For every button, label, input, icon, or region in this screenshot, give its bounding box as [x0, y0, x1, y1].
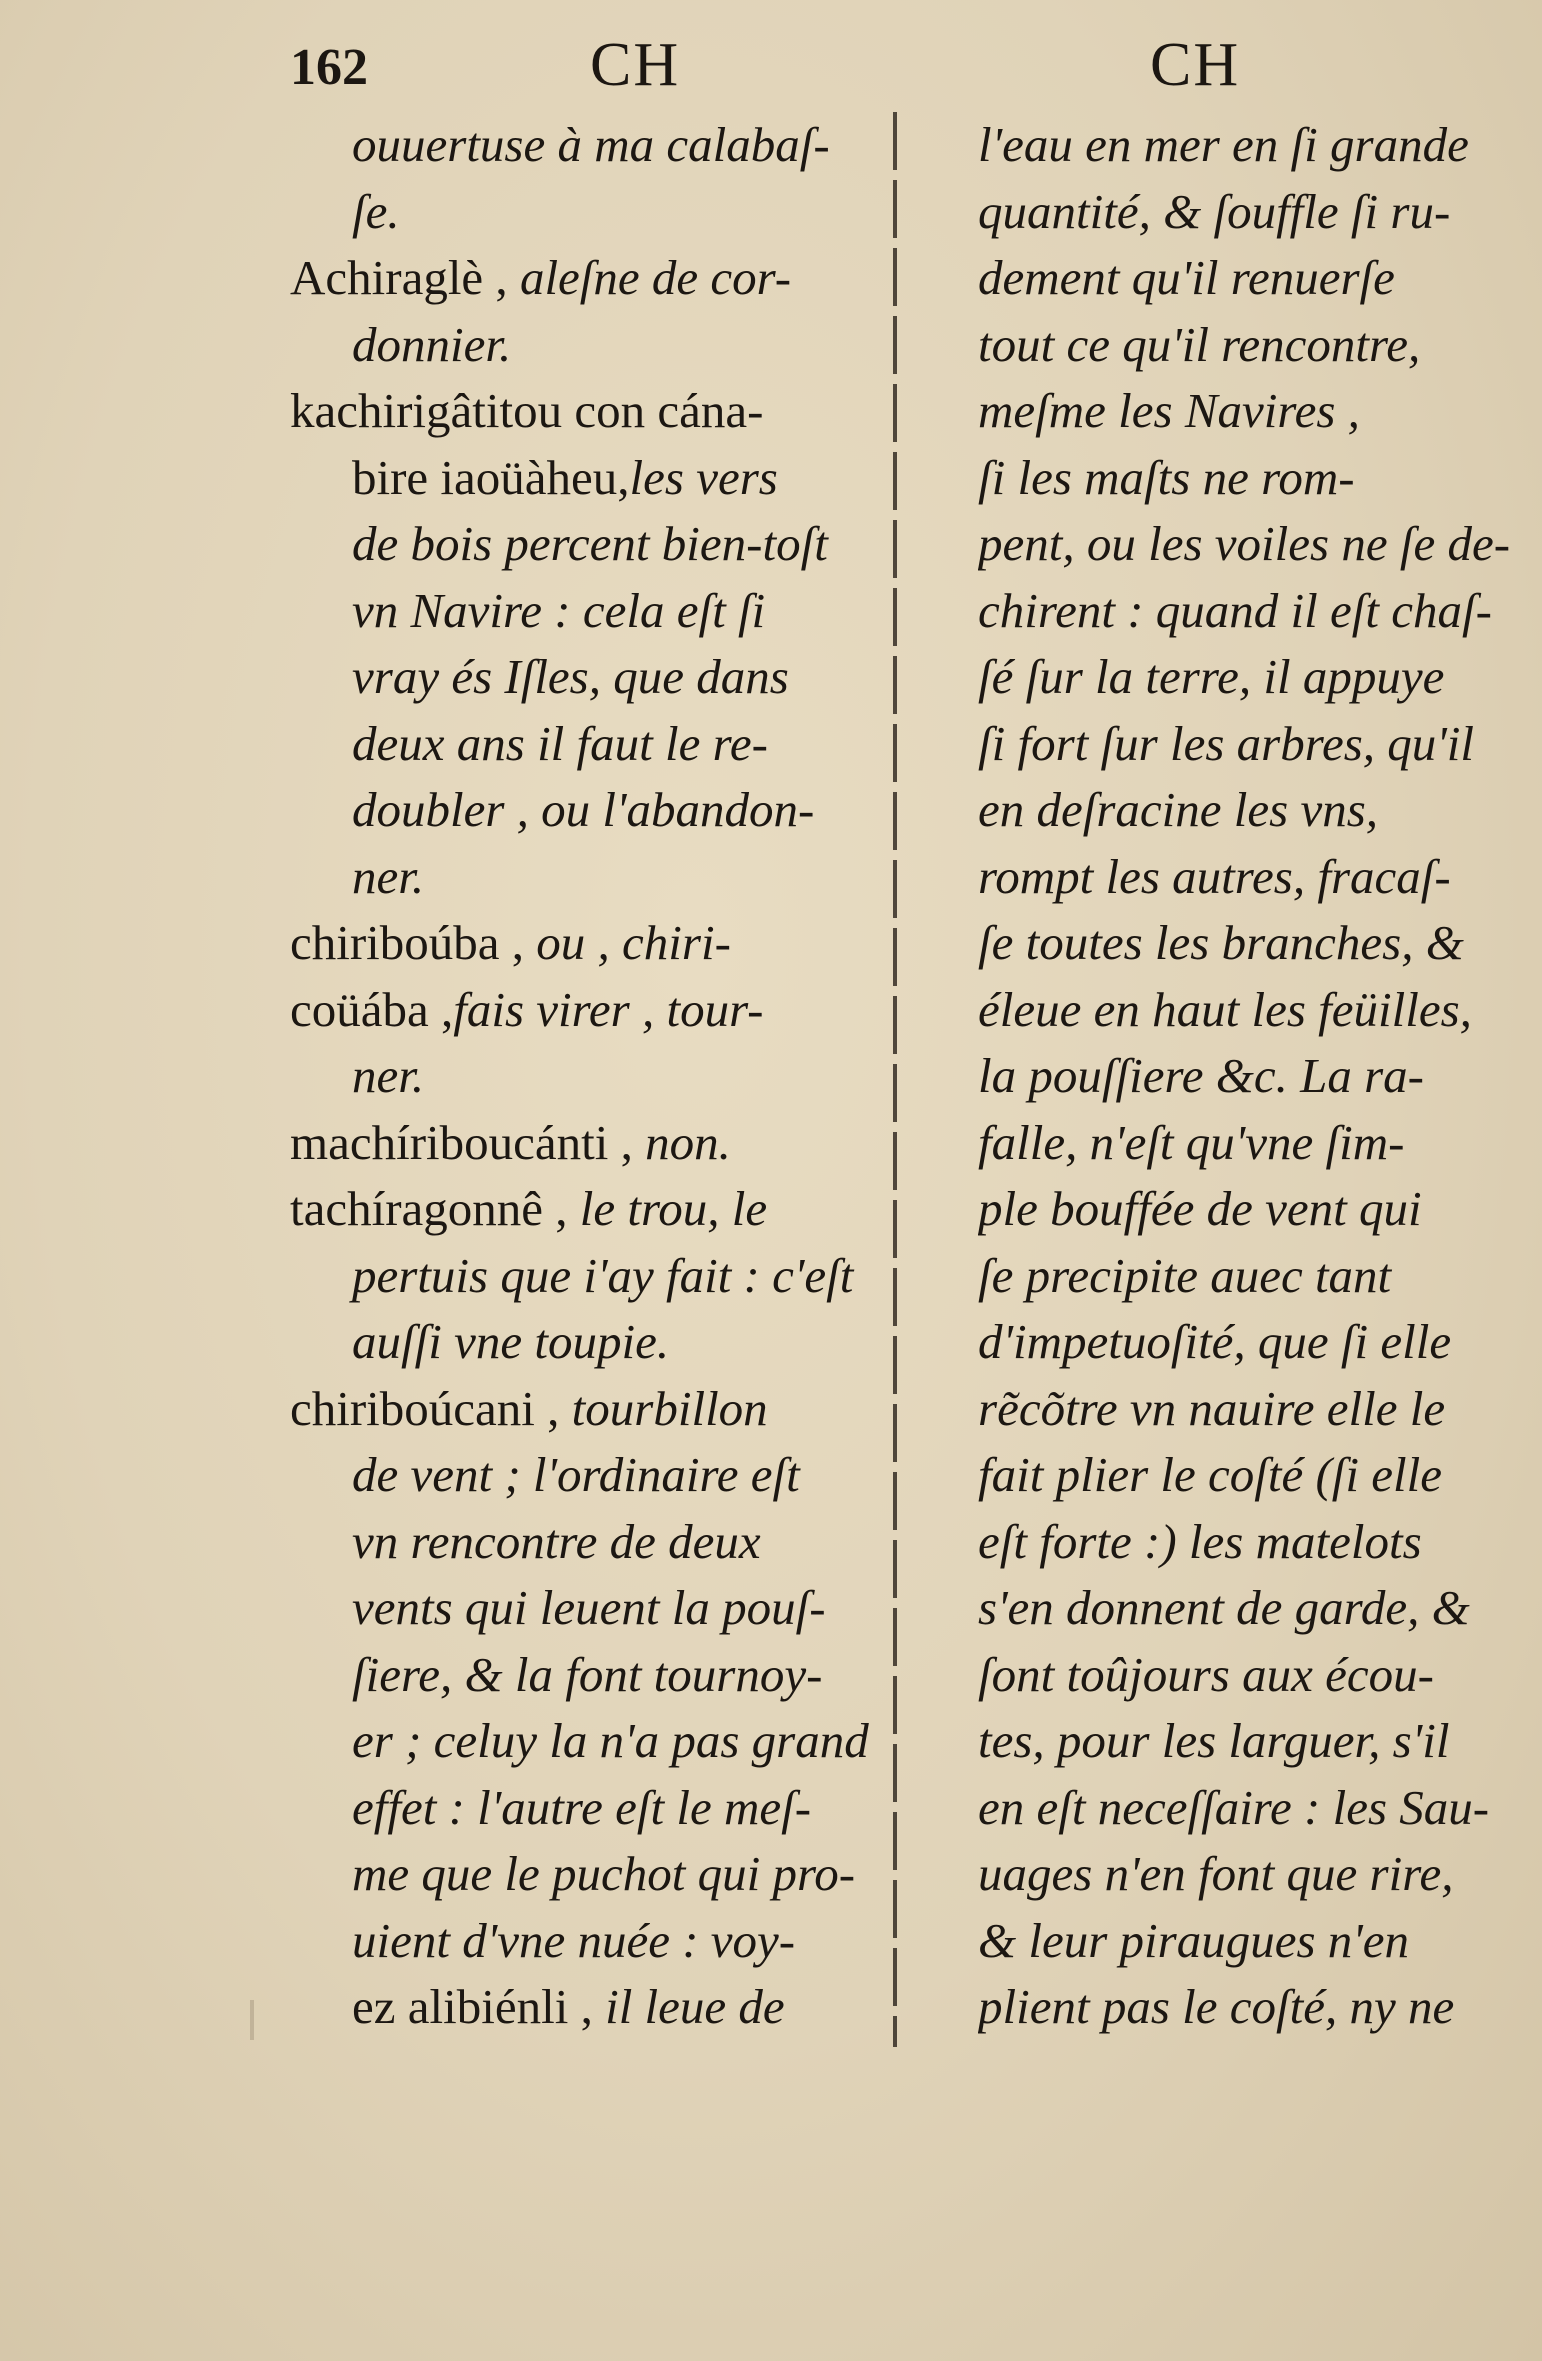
entry-gloss: donnier. [352, 316, 512, 372]
entry-gloss: vents qui leuent la pouſ- [352, 1580, 826, 1635]
right-column-line: d'impetuoſité, que ſi elle [978, 1314, 1452, 1369]
right-column-line: éleue en haut les feüilles, [978, 981, 1472, 1037]
left-column-line [290, 378, 880, 445]
left-column-line [290, 910, 880, 977]
left-column-line [290, 1043, 880, 1110]
left-column-line [290, 1309, 880, 1376]
right-column-line: eſt forte :) les matelots [978, 1513, 1422, 1569]
right-column-line: & leur piraugues n'en [978, 1912, 1410, 1968]
entry-gloss: vn rencontre de deux [352, 1513, 761, 1569]
entry-term: kachirigâtitou con cána- [290, 383, 764, 438]
left-column-line [290, 1775, 880, 1842]
left-column-line [290, 1509, 880, 1576]
entry-gloss: non. [645, 1114, 731, 1170]
entry-term: bire iaoüàheu, [352, 449, 630, 505]
left-column-line [290, 312, 880, 379]
left-column-line [290, 445, 880, 512]
right-column-line: rompt les autres, fracaſ- [978, 848, 1451, 904]
entry-term: machíriboucánti , [290, 1114, 646, 1170]
entry-gloss: effet : l'autre eſt le meſ- [352, 1779, 812, 1835]
right-column-line: fait plier le coſté (ſi elle [978, 1447, 1442, 1502]
right-column-line: ſé ſur la terre, il appuye [978, 649, 1445, 704]
left-column-line [290, 1376, 880, 1443]
running-header-right: CH [1150, 31, 1241, 99]
right-column-line: meſme les Navires , [978, 383, 1360, 438]
entry-gloss: de vent ; l'ordinaire eſt [352, 1447, 800, 1502]
page-number: 162 [290, 39, 368, 96]
entry-term: chiriboúba , [290, 915, 537, 970]
left-column-line [290, 1442, 880, 1509]
left-column-line [290, 1974, 880, 2041]
entry-gloss: ner. [352, 848, 425, 904]
right-column-line: s'en donnent de garde, & [978, 1580, 1470, 1635]
entry-gloss: ou , chiri- [536, 915, 731, 970]
left-column-line [290, 1176, 880, 1243]
paper-mark [250, 2000, 254, 2040]
entry-gloss: les vers [629, 449, 778, 505]
left-column-line [290, 179, 880, 246]
right-column-line: plient pas le coſté, ny ne [978, 1979, 1455, 2034]
right-column-line: uages n'en font que rire, [978, 1846, 1454, 1901]
entry-gloss: vn Navire : cela eſt ſi [352, 582, 766, 638]
entry-gloss: de bois percent bien-toſt [352, 516, 828, 571]
entry-gloss: ouuertuse à ma calabaſ- [352, 117, 830, 172]
right-column-line: rẽcõtre vn nauire elle le [978, 1380, 1446, 1436]
left-column-line [290, 245, 880, 312]
left-column-line [290, 977, 880, 1044]
entry-gloss: il leue de [605, 1979, 785, 2034]
entry-term: coüába , [290, 981, 454, 1037]
left-column-line [290, 511, 880, 578]
entry-gloss: ſe. [352, 183, 400, 239]
right-column [978, 112, 1518, 2041]
left-column-line [290, 777, 880, 844]
right-column-line: ple bouffée de vent qui [978, 1181, 1422, 1236]
entry-gloss: aleſne de cor- [519, 250, 792, 305]
right-column-line: ſe toutes les branches, & [978, 915, 1464, 970]
entry-gloss: er ; celuy la n'a pas grand [352, 1713, 869, 1768]
entry-gloss: auſſi vne toupie. [352, 1314, 670, 1369]
right-column-line: en eſt neceſſaire : les Sau- [978, 1779, 1490, 1835]
right-column-line: ſont toûjours aux écou- [978, 1646, 1434, 1702]
entry-gloss: me que le puchot qui pro- [352, 1846, 856, 1901]
left-column [290, 112, 880, 2041]
right-column-line: la pouſſiere &c. La ra- [978, 1048, 1424, 1103]
right-column-line: l'eau en mer en ſi grande [978, 117, 1469, 172]
left-column-line [290, 1708, 880, 1775]
right-column-line: tout ce qu'il rencontre, [978, 316, 1421, 372]
left-column-line [290, 1243, 880, 1310]
entry-term: chiriboúcani , [290, 1380, 572, 1436]
entry-gloss: vray és Iſles, que dans [352, 649, 789, 704]
left-column-line [290, 644, 880, 711]
left-column-line [290, 1642, 880, 1709]
left-column-line [290, 711, 880, 778]
right-column-line: falle, n'eſt qu'vne ſim- [978, 1114, 1405, 1170]
entry-gloss: deux ans il faut le re- [352, 715, 768, 771]
column-divider [893, 112, 897, 2047]
entry-gloss: fais virer , tour- [453, 981, 764, 1037]
left-column-line [290, 1110, 880, 1177]
left-column-line [290, 1575, 880, 1642]
right-column-line: pent, ou les voiles ne ſe de- [978, 516, 1511, 571]
right-column-line: chirent : quand il eſt chaſ- [978, 582, 1492, 638]
running-header-left: CH [590, 31, 681, 99]
entry-term: Achiraglè , [290, 250, 520, 305]
right-column-line: quantité, & ſouffle ſi ru- [978, 183, 1451, 239]
right-column-line: ſe precipite auec tant [978, 1247, 1392, 1303]
right-column-line: en deſracine les vns, [978, 782, 1379, 837]
left-column-line [290, 1908, 880, 1975]
entry-gloss: ner. [352, 1048, 425, 1103]
right-column-line: ſi les maſts ne rom- [978, 449, 1355, 505]
entry-gloss: ſiere, & la font tournoy- [352, 1646, 823, 1702]
entry-gloss: tourbillon [571, 1380, 768, 1436]
left-column-line [290, 844, 880, 911]
left-column-line [290, 112, 880, 179]
right-column-line: tes, pour les larguer, s'il [978, 1713, 1450, 1768]
entry-term: ez alibiénli , [352, 1979, 606, 2034]
right-column-line: ſi fort ſur les arbres, qu'il [978, 715, 1474, 771]
entry-gloss: pertuis que i'ay fait : c'eſt [352, 1247, 854, 1303]
entry-gloss: doubler , ou l'abandon- [352, 782, 815, 837]
entry-gloss: le trou, le [579, 1181, 768, 1236]
right-column-line: dement qu'il renuerſe [978, 250, 1395, 305]
left-column-line [290, 1841, 880, 1908]
entry-term: tachíragonnê , [290, 1181, 580, 1236]
entry-gloss: uient d'vne nuée : voy- [352, 1912, 796, 1968]
left-column-line [290, 578, 880, 645]
